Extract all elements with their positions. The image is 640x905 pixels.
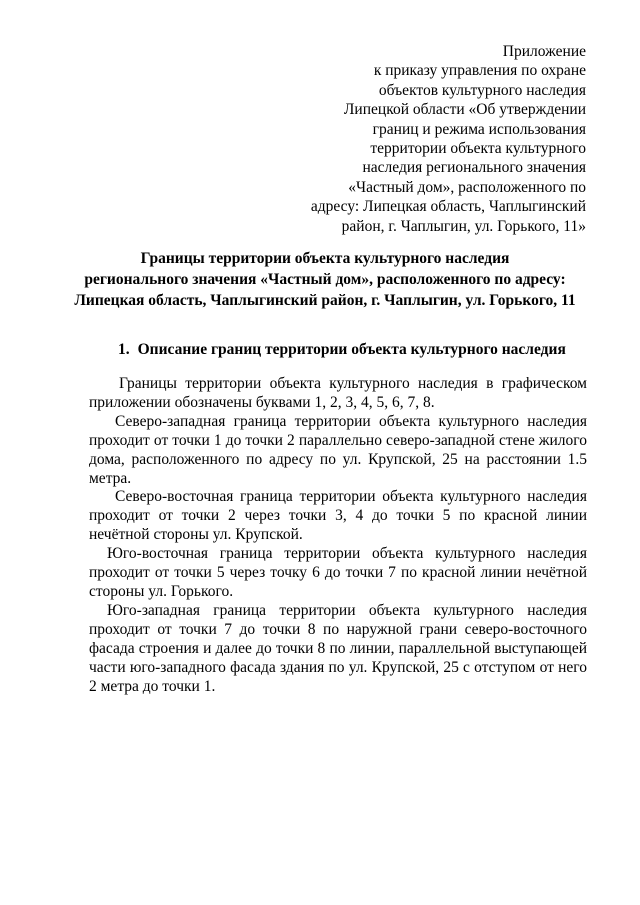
appendix-line: объектов культурного наследия <box>378 81 586 99</box>
appendix-line: Липецкой области «Об утверждении <box>343 101 586 119</box>
appendix-line: район, г. Чаплыгин, ул. Горького, 11» <box>341 217 586 235</box>
appendix-header <box>286 42 586 236</box>
title-line: регионального значения «Частный дом», расположенного по адресу: <box>84 271 566 288</box>
paragraph: Юго-восточная граница территории объекта культурного наследия проходит от точки 5 через точку 6 до точки 7 по красной линии нечётной стороны ул. Горького. <box>89 545 587 600</box>
appendix-line: «Частный дом», расположенного по <box>348 178 586 196</box>
appendix-line: территории объекта культурного <box>370 140 586 158</box>
paragraph: Северо-восточная граница территории объекта культурного наследия проходит от точки 2 через точки 3, 4 до точки 5 по красной линии нечётной стороны ул. Крупской. <box>89 488 587 544</box>
appendix-line: Приложение <box>502 43 586 60</box>
paragraph: Северо-западная граница территории объекта культурного наследия проходит от точки 1 до точки 2 параллельно северо-западной стене жилого дома, расположенного по адресу по ул. Крупской, 25 на расстоянии 1.5 метра. <box>89 412 587 487</box>
document-title <box>60 248 590 311</box>
appendix-line: наследия регионального значения <box>362 159 586 177</box>
title-line: Липецкая область, Чаплыгинский район, г. Чаплыгин, ул. Горького, 11 <box>74 292 576 309</box>
title-line: Границы территории объекта культурного наследия <box>140 250 510 267</box>
appendix-line: границ и режима использования <box>372 120 586 138</box>
paragraph: Юго-западная граница территории объекта культурного наследия проходит от точки 7 до точки 8 по наружной грани северо-восточного фасада строения и далее до точки 8 по линии, параллельной выступающей части юго-западного фасада здания по ул. Крупской, 25 с отступом от него 2 метра до точки 1. <box>89 601 587 695</box>
section-title: Описание границ территории объекта культурного наследия <box>137 341 566 358</box>
appendix-line: к приказу управления по охране <box>373 62 586 80</box>
section-number: 1. <box>118 341 130 358</box>
section-body <box>89 375 587 696</box>
section-heading <box>118 340 566 360</box>
paragraph: Границы территории объекта культурного наследия в графическом приложении обозначены буквами 1, 2, 3, 4, 5, 6, 7, 8. <box>89 375 587 411</box>
appendix-line: адресу: Липецкая область, Чаплыгинский <box>310 198 586 216</box>
